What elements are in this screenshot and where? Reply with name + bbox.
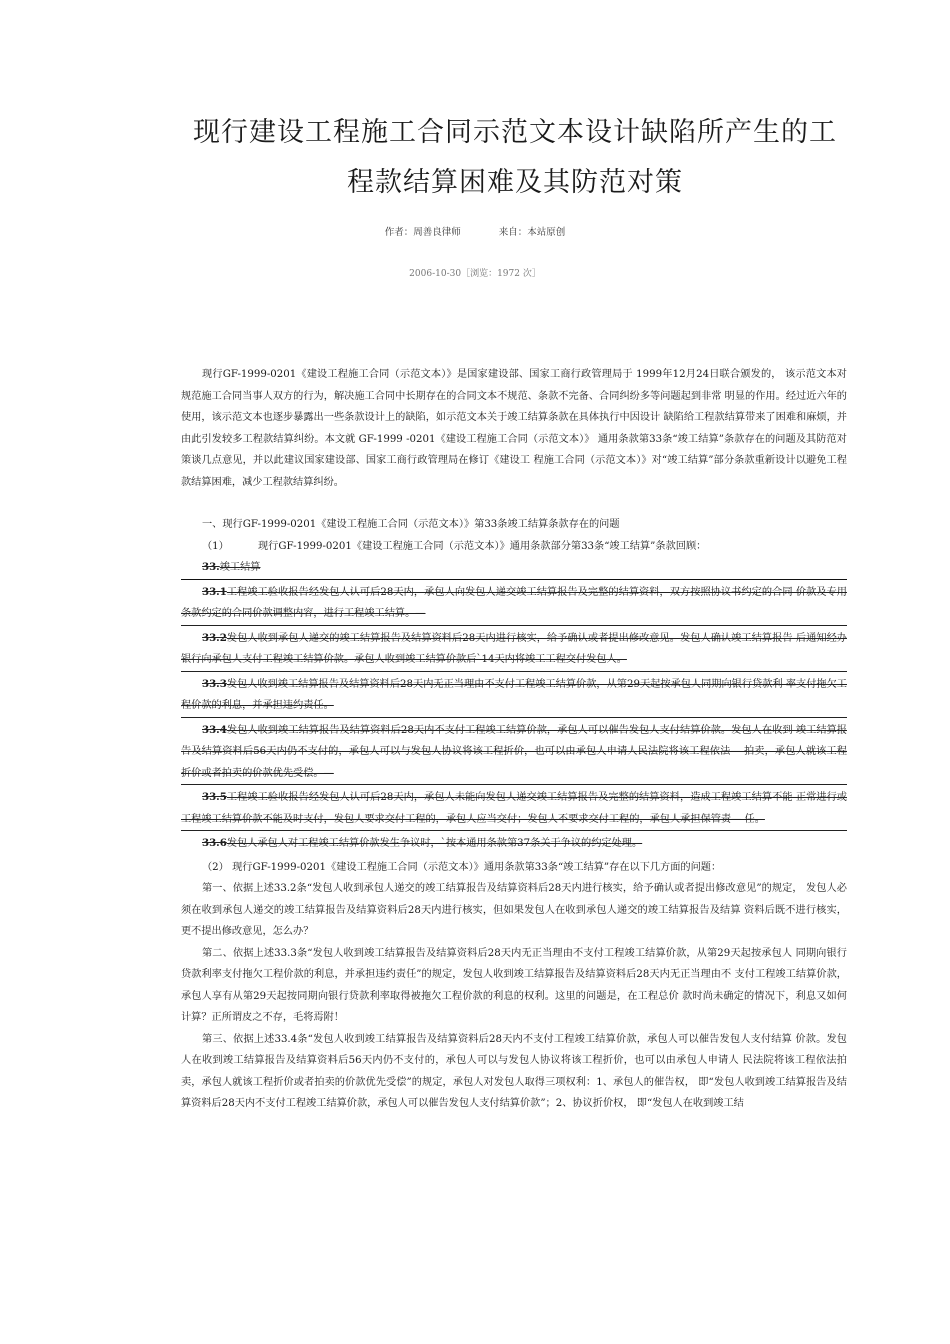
source: 来自：本站原创 [498, 227, 566, 238]
clause-33-3 [181, 674, 847, 718]
problem-third-paragraph: 第三、依据上述33.4条“发包人收到竣工结算报告及结算资料后28天内不支付工程竣工结算价款，承包人可以催告发包人支付结算 价款。发包人在收到竣工结算报告及结算资料后56天内仍不支付的，承包人可以与发包人协议将该工程折价，也可以由承包人申请人 民法院将该工程依法拍卖，承包人就该工程折价或者拍卖的价款优先受偿”的规定，承包人对发包人取得三项权利：1、承包人的催告权， 即“发包人收到竣工结算报告及结算资料后28天内不支付工程竣工结算价款，承包人可以催告发包人支付结算价款”；2、协议折价权， 即“发包人在收到竣工结 [181, 1033, 847, 1109]
clause-33-5 [181, 787, 847, 831]
clause-33-4 [181, 720, 847, 786]
intro-paragraph: 现行GF-1999-0201《建设工程施工合同（示范文本）》是国家建设部、国家工商行政管理局于 1999年12月24日联合颁发的， 该示范文本对规范施工合同当事人双方的行为，解决施工合同中长期存在的合同文本不规范、条款不完备、合同纠纷多等问题起到非常 明显的作用。经过近六年的使用，该示范文本也逐步暴露出一些条款设计上的缺陷，如示范文本关于竣工结算条款在具体执行中因设计 缺陷给工程款结算带来了困难和麻烦，并由此引发较多工程款结算纠纷。本文就 GF-1999 -0201《建设工程施工合同（示范文本）》 通用条款第33条“竣工结算”条款存在的问题及其防范对策谈几点意见，并以此建议国家建设部、国家工商行政管理局在修订《建设工 程施工合同（示范文本）》对“竣工结算”部分条款重新设计以避免工程款结算困难，减少工程款结算纠纷。 [181, 369, 847, 488]
clause-text: 竣工结算 [219, 562, 261, 573]
author-source-line [0, 224, 950, 238]
clause-number: 33. [202, 561, 220, 573]
subsection-1-number: （1） [202, 540, 229, 552]
subsection-2: （2） 现行GF-1999-0201《建设工程施工合同（示范文本）》通用条款第33条“竣工结算”存在以下几方面的问题： [202, 861, 722, 873]
clause-number: 33.6 [202, 837, 227, 849]
subsection-1-text: 现行GF-1999-0201《建设工程施工合同（示范文本）》通用条款部分第33条“竣工结算”条款回顾： [258, 540, 707, 552]
clause-number: 33.2 [202, 631, 227, 644]
clause-number: 33.3 [202, 677, 227, 690]
clause-text: 工程竣工验收报告经发包人认可后28天内，承包人向发包人递交竣工结算报告及完整的结算资料，双方按照协议书约定的合同 价款及专用条款约定的合同价款调整内容，进行工程竣工结算。— [181, 586, 847, 619]
section-1-heading: 一、现行GF-1999-0201《建设工程施工合同（示范文本）》第33条竣工结算条款存在的问题 [202, 519, 620, 530]
clause-33 [181, 557, 847, 580]
clause-33-2 [181, 628, 847, 672]
document-title [150, 108, 880, 208]
clause-number: 33.4 [202, 723, 227, 736]
title-line-1: 现行建设工程施工合同示范文本设计缺陷所产生的工 [193, 117, 837, 148]
problem-second-paragraph: 第二、依据上述33.3条“发包人收到竣工结算报告及结算资料后28天内无正当理由不支付工程竣工结算价款，从第29天起按承包人 同期向银行贷款利率支付拖欠工程价款的利息，并承担违约责任”的规定，发包人收到竣工结算报告及结算资料后28天内无正当理由不 支付工程竣工结算价款，承包人享有从第29天起按同期向银行贷款利率取得被拖欠工程价款的利息的权利。这里的问题是，在工程总价 款时尚未确定的情况下，利息又如何计算？正所谓皮之不存，毛将焉附！ [181, 947, 847, 1023]
clause-33-6 [181, 833, 847, 855]
clause-number: 33.5 [202, 791, 227, 803]
subsection-1 [181, 536, 847, 558]
clause-text: 发包人收到竣工结算报告及结算资料后28天内无正当理由不支付工程竣工结算价款，从第29天起按承包人同期向银行贷款利 率支付拖欠工程价款的利息，并承担违约责任。 [181, 678, 847, 711]
author: 作者：周善良律师 [384, 227, 461, 238]
date-views: 2006-10-30［浏览：1972 次］ [409, 269, 541, 279]
clause-text: 发包人承包人对工程竣工结算价款发生争议时，`按本通用条款第37条关于争议的约定处理。 [226, 838, 643, 849]
clause-33-1 [181, 582, 847, 626]
clause-text: 发包人收到竣工结算报告及结算资料后28天内不支付工程竣工结算价款，承包人可以催告发包人支付结算价款。发包人在收到 竣工结算报告及结算资料后56天内仍不支付的，承包人可以与发包人协议将该工程折价，也可以由承包人申请人民法院将该工程依法— 拍卖，承包人就该工程折价或者拍卖的价款优先受偿。— [181, 724, 847, 779]
clause-text: 工程竣工验收报告经发包人认可后28天内，承包人未能向发包人递交竣工结算报告及完整的结算资料，造成工程竣工结算不能 正常进行或工程竣工结算价款不能及时支付，发包人要求交付工程的，承包人应当交付；发包人不要求交付工程的，承包人承担保管责— 任。 [181, 792, 847, 825]
title-line-2: 程款结算困难及其防范对策 [347, 167, 683, 198]
problem-first-paragraph: 第一、依据上述33.2条“发包人收到承包人递交的竣工结算报告及结算资料后28天内进行核实，给予确认或者提出修改意见”的规定， 发包人必须在收到承包人递交的竣工结算报告及结算资料后28天内进行核实，但如果发包人在收到承包人递交的竣工结算报告及结算 资料后既不进行核实，更不提出修改意见，怎么办？ [181, 883, 847, 937]
clause-text: 发包人收到承包人递交的竣工结算报告及结算资料后28天内进行核实，给予确认或者提出修改意见。发包人确认竣工结算报告 后通知经办银行向承包人支付工程竣工结算价款。承包人收到竣工结算价款后`14天内将竣工工程交付发包人。 [181, 632, 847, 665]
clause-number: 33.1 [202, 585, 227, 598]
article-body [181, 364, 847, 1115]
